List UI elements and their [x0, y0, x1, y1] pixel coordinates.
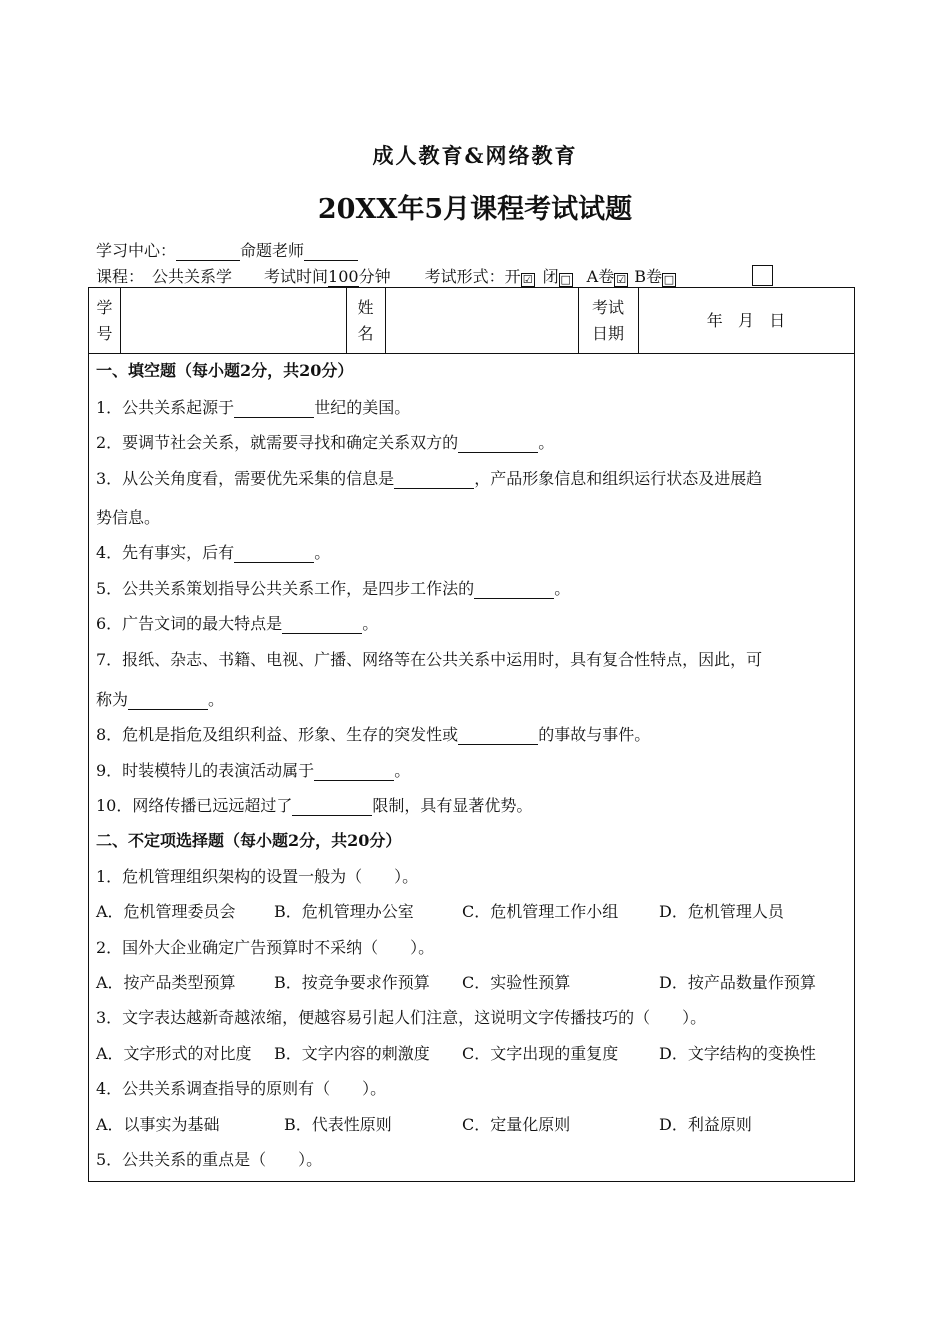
- fill-question-4: 4．先有事实，后有 。: [96, 543, 331, 562]
- study-center-blank: [176, 243, 240, 261]
- choice-option-c[interactable]: C．文字出现的重复度: [462, 1044, 619, 1063]
- exam-date-label: 考试 日期: [591, 298, 624, 343]
- choice-option-b[interactable]: B．按竞争要求作预算: [274, 973, 430, 992]
- answer-blank[interactable]: [474, 582, 554, 599]
- answer-blank[interactable]: [292, 799, 372, 816]
- info-line-1: [96, 238, 358, 261]
- paper-a-checkbox[interactable]: ☑: [614, 273, 628, 287]
- fill-question-9: 9．时装模特儿的表演活动属于 。: [96, 761, 411, 780]
- course-label: 课程：: [96, 267, 145, 286]
- choice-question-4: 4．公共关系调查指导的原则有（ ）。: [96, 1079, 387, 1098]
- paper-a-label: A卷: [586, 267, 615, 286]
- closed-checkbox[interactable]: □: [560, 273, 571, 286]
- answer-blank[interactable]: [282, 617, 362, 634]
- fill-question-3-cont: 势信息。: [96, 508, 161, 527]
- fill-question-8: 8．危机是指危及组织利益、形象、生存的突发性或 的事故与事件。: [96, 725, 651, 744]
- choice-option-b[interactable]: B．文字内容的刺激度: [274, 1044, 430, 1063]
- choice-option-c[interactable]: C．定量化原则: [462, 1115, 571, 1134]
- paper-b-checkbox[interactable]: □: [663, 273, 675, 286]
- choice-question-3: 3．文字表达越新奇越浓缩，便越容易引起人们注意，这说明文字传播技巧的（ ）。: [96, 1008, 707, 1027]
- choice-option-c[interactable]: C．危机管理工作小组: [462, 902, 619, 921]
- choice-option-a[interactable]: A．危机管理委员会: [96, 902, 236, 921]
- answer-blank[interactable]: [234, 546, 314, 563]
- fill-question-6: 6．广告文词的最大特点是 。: [96, 614, 379, 633]
- answer-blank[interactable]: [314, 764, 394, 781]
- student-id-field[interactable]: [121, 290, 345, 350]
- choice-option-c[interactable]: C．实验性预算: [462, 973, 571, 992]
- closed-label: 闭: [542, 267, 559, 286]
- org-title: 成人教育&网络教育: [372, 143, 578, 168]
- open-checkbox[interactable]: ☑: [521, 273, 535, 287]
- fill-question-3: 3．从公关角度看，需要优先采集的信息是 ，产品形象信息和组织运行状态及进展趋: [96, 469, 763, 488]
- choice-option-a[interactable]: A．按产品类型预算: [96, 973, 236, 992]
- choice-option-b[interactable]: B．代表性原则: [284, 1115, 392, 1134]
- blank-box[interactable]: [752, 265, 773, 286]
- student-id-label: 学 号: [96, 298, 113, 343]
- fill-question-1: 1．公共关系起源于 世纪的美国。: [96, 398, 411, 417]
- course-value: 公共关系学: [144, 264, 260, 288]
- choice-option-d[interactable]: D．危机管理人员: [659, 902, 784, 921]
- exam-date-value[interactable]: 年 月 日: [706, 311, 786, 330]
- divider: [89, 353, 854, 354]
- section-2-title: 二、不定项选择题（每小题2分，共20分）: [96, 831, 402, 850]
- fill-question-5: 5．公共关系策划指导公共关系工作，是四步工作法的 。: [96, 579, 571, 598]
- exam-title: 20XX年5月课程考试试题: [317, 194, 633, 225]
- fill-question-7-cont: 称为 。: [96, 690, 225, 709]
- choice-option-a[interactable]: A．文字形式的对比度: [96, 1044, 252, 1063]
- choice-option-b[interactable]: B．危机管理办公室: [274, 902, 414, 921]
- form-label: 考试形式：: [424, 267, 505, 286]
- choice-option-d[interactable]: D．利益原则: [659, 1115, 752, 1134]
- answer-blank[interactable]: [394, 472, 474, 489]
- paper-b-label: B卷: [634, 267, 662, 286]
- teacher-blank: [304, 243, 358, 261]
- open-label: 开: [504, 267, 521, 286]
- choice-question-1: 1．危机管理组织架构的设置一般为（ ）。: [96, 867, 419, 886]
- study-center-label: 学习中心：: [96, 241, 177, 260]
- choice-question-5: 5．公共关系的重点是（ ）。: [96, 1150, 323, 1169]
- choice-option-d[interactable]: D．按产品数量作预算: [659, 973, 816, 992]
- teacher-label: 命题老师: [240, 241, 305, 260]
- time-unit: 分钟: [358, 267, 391, 286]
- answer-blank[interactable]: [128, 693, 208, 710]
- fill-question-2: 2．要调节社会关系，就需要寻找和确定关系双方的 。: [96, 433, 555, 452]
- choice-option-a[interactable]: A．以事实为基础: [96, 1115, 220, 1134]
- name-field[interactable]: [386, 290, 577, 350]
- choice-question-2: 2．国外大企业确定广告预算时不采纳（ ）。: [96, 938, 435, 957]
- answer-blank[interactable]: [234, 401, 314, 418]
- section-1-title: 一、填空题（每小题2分，共20分）: [96, 361, 354, 380]
- time-label: 考试时间: [264, 267, 329, 286]
- info-line-2: [96, 264, 676, 288]
- answer-blank[interactable]: [458, 728, 538, 745]
- choice-option-d[interactable]: D．文字结构的变换性: [659, 1044, 816, 1063]
- answer-blank[interactable]: [458, 436, 538, 453]
- fill-question-10: 10．网络传播已远远超过了 限制，具有显著优势。: [96, 796, 533, 815]
- fill-question-7: 7．报纸、杂志、书籍、电视、广播、网络等在公共关系中运用时，具有复合性特点，因此，可: [96, 650, 763, 669]
- name-label: 姓 名: [357, 298, 374, 343]
- time-value: 100: [328, 267, 359, 286]
